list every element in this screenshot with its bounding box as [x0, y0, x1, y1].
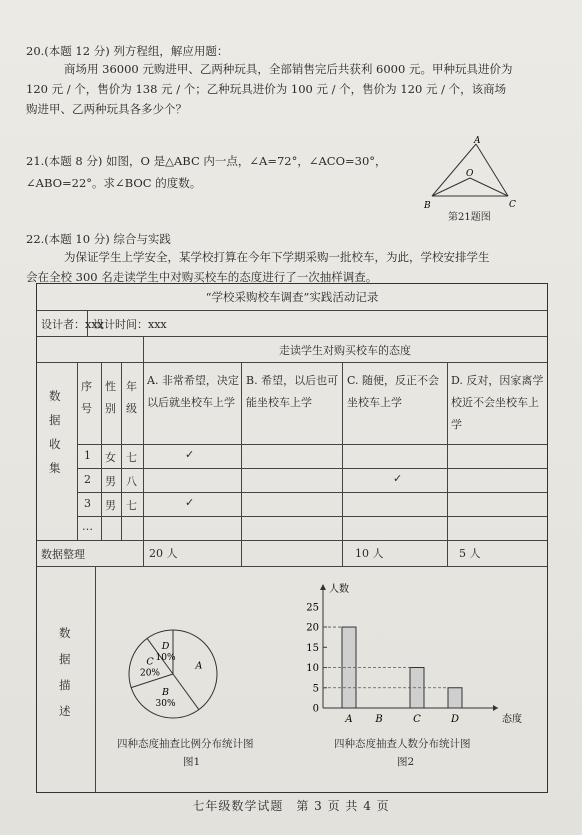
q21-line2: ∠ABO=22°。求∠BOC 的度数。 [26, 176, 202, 190]
row4-ellipsis: … [82, 520, 93, 533]
row3-no: 3 [84, 497, 91, 510]
table-title: “学校采购校车调查”实践活动记录 [205, 290, 379, 304]
design-time-label: 设计时间：xxx [93, 318, 167, 331]
summary-label: 数据整理 [41, 548, 85, 561]
pie-divider [173, 674, 199, 710]
x-tick-label-a: A [345, 714, 353, 725]
row2-grade: 八 [126, 475, 137, 488]
q22-line1: 22.(本题 10 分) 综合与实践 [26, 232, 171, 246]
summary-c: 10 人 [355, 547, 384, 560]
row2-no: 2 [84, 473, 91, 486]
y-tick-label: 10 [306, 663, 319, 675]
y-tick-label: 25 [306, 602, 319, 614]
label-O: O [466, 169, 474, 179]
pie-slice-percent-c: 20% [139, 668, 160, 679]
option-d-header: D. 反对，因家离学校近不会坐校车上学 [451, 374, 544, 431]
y-tick-label: 15 [306, 642, 319, 654]
x-axis-arrow [493, 705, 498, 711]
attitude-header: 走读学生对购买校车的态度 [279, 344, 411, 357]
y-tick-label: 5 [312, 683, 319, 695]
bar-chart-caption: 图2 [397, 756, 415, 768]
q20-line4: 购进甲、乙两种玩具各多少个？ [26, 102, 187, 116]
summary-d: 5 人 [459, 547, 481, 560]
option-a-header: A. 非常希望，决定以后就坐校车上学 [147, 374, 239, 409]
col-no-header: 序号 [81, 380, 92, 415]
x-axis-label: 态度 [502, 714, 522, 725]
pie-slice-percent-d: 10% [155, 652, 176, 663]
pie-slice-label-b: B [162, 687, 170, 699]
pie-slice-label-a: A [195, 660, 203, 672]
designer-label: 设计者：xxx [41, 318, 104, 331]
x-tick-label-b: B [375, 714, 383, 725]
row3-check-a: ✓ [185, 496, 195, 509]
row3-gender: 男 [105, 499, 116, 512]
row2-gender: 男 [105, 475, 116, 488]
q22-line2: 为保证学生上学安全，某学校打算在今年下学期采购一批校车，为此，学校安排学生 [64, 250, 490, 264]
pie-chart [107, 624, 257, 734]
q20-line3: 120 元 / 个，售价为 138 元 / 个；乙种玩具进价为 100 元 / 个，售价为 120 元 / 个，该商场 [26, 82, 507, 96]
y-tick-label: 0 [312, 703, 319, 715]
summary-a: 20 人 [149, 547, 178, 560]
col-grade-header: 年级 [126, 380, 137, 415]
pie-chart-title: 四种态度抽查比例分布统计图 [117, 738, 254, 750]
pie-slice-percent-b: 30% [155, 699, 176, 710]
bar-d [448, 688, 462, 708]
option-b-header: B. 希望，以后也可能坐校车上学 [246, 374, 339, 409]
row2-check-c: ✓ [393, 472, 403, 485]
q22-line3: 会在全校 300 名走读学生中对购买校车的态度进行了一次抽样调查。 [26, 270, 378, 284]
q20-line2: 商场用 36000 元购进甲、乙两种玩具，全部销售完后共获利 6000 元。甲种玩具进价为 [64, 62, 513, 76]
col-gender-header: 性别 [105, 380, 116, 415]
bar-c [410, 668, 424, 708]
row3-grade: 七 [126, 499, 137, 512]
page-footer: 七年级数学试题 第 3 页 共 4 页 [192, 799, 390, 813]
option-c-header: C. 随便，反正不会坐校车上学 [347, 374, 440, 409]
y-axis-label: 人数 [329, 584, 349, 595]
q21-line1: 21.(本题 8 分) 如图，O 是△ABC 内一点，∠A=72°，∠ACO=30°， [26, 154, 387, 168]
pie-slice-label-c: C [146, 656, 154, 668]
bar-chart-title: 四种态度抽查人数分布统计图 [334, 738, 471, 750]
collect-label: 数据收集 [49, 389, 61, 475]
pie-slice-label-d: D [161, 640, 170, 652]
row1-no: 1 [84, 449, 91, 462]
row1-check-a: ✓ [185, 448, 195, 461]
label-B: B [424, 201, 431, 211]
bar-chart [293, 580, 543, 730]
y-tick-label: 20 [306, 622, 319, 634]
label-C: C [509, 200, 516, 210]
survey-record-table [36, 283, 548, 793]
describe-label: 数据描述 [59, 626, 71, 718]
q20-line1: 20.(本题 12 分) 列方程组，解应用题： [26, 44, 229, 58]
x-tick-label-c: C [413, 714, 421, 725]
row1-gender: 女 [105, 451, 116, 464]
label-A: A [474, 136, 481, 146]
row1-grade: 七 [126, 451, 137, 464]
y-axis-arrow [320, 584, 326, 590]
x-tick-label-d: D [450, 714, 460, 725]
pie-chart-caption: 图1 [183, 756, 201, 768]
q21-figure-caption: 第21题图 [448, 212, 491, 223]
